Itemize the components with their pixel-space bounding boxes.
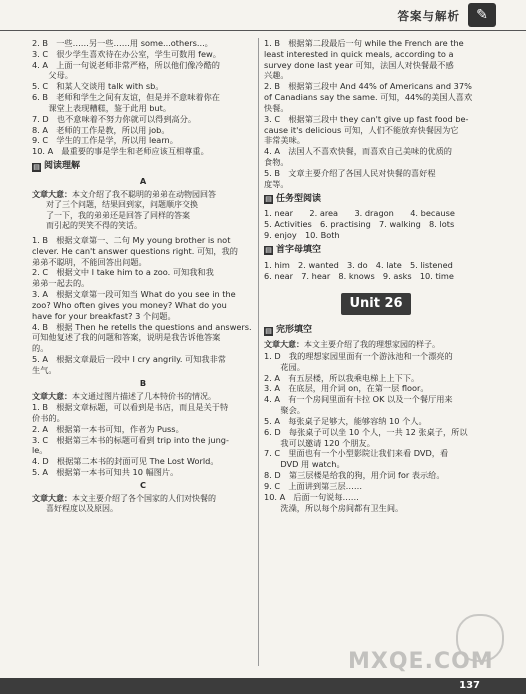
section-heading: [264, 325, 488, 337]
text-line: 10. A 后面一句说每……: [264, 491, 359, 502]
text-line: 3. C 很少学生喜欢待在办公室，学生可数用 few。: [32, 48, 221, 59]
text-line: 度等。: [264, 178, 289, 189]
text-line: 花园。: [264, 361, 305, 372]
section-marker-icon: ▤: [265, 195, 272, 204]
section-title: 完形填空: [276, 325, 313, 336]
text-line: 1. B 根据文章标题，可以看到是书店，而且是关于特: [32, 402, 229, 413]
text-line: zoo? Who often gives you money? What do you: [32, 299, 227, 310]
text-line: 课堂上表现糟糕，鉴于此用 but。: [32, 102, 172, 113]
summary-text: 而引起的哭笑不得的笑话。: [46, 221, 142, 231]
text-line: 4. A 上面一句说老师非常严格，所以他们像冷酷的: [32, 59, 220, 70]
summary-text: 本文介绍了我不聪明的弟弟在动物园回答: [72, 189, 216, 199]
section-title: 阅读理解: [44, 161, 81, 172]
summary-label: 文章大意：: [32, 189, 72, 199]
text-line: 弟弟一起去的。: [32, 278, 90, 289]
summary-line: [32, 200, 254, 211]
text-line: 洗澡，所以每个房间都有卫生间。: [264, 502, 404, 513]
page-header: [0, 0, 526, 31]
text-line: 父母。: [32, 70, 73, 81]
section-marker-icon: ▤: [265, 246, 272, 255]
summary-label: 文章大意：: [264, 340, 304, 350]
text-line: 弟弟不聪明，不能回答出问题。: [32, 256, 147, 267]
text-line: 4. D 根据第二本书的封面可见 The Lost World。: [32, 456, 219, 467]
text-line: 3. C 根据第三本书的标题可看到 trip into the jung-: [32, 434, 229, 445]
text-line: 非常美味。: [264, 135, 305, 146]
text-line: 9. C 学生的工作是学，所以用 learn。: [32, 135, 178, 146]
text-line: 聚会。: [264, 405, 305, 416]
text-line: 3. A 根据文章第一段可知当 What do you see in the: [32, 289, 236, 300]
section-title: 首字母填空: [276, 244, 322, 255]
text-line: cause it's delicious 可知，人们不能放弃快餐因为它: [264, 124, 459, 135]
text-line: 5. B 文章主要介绍了各国人民对快餐的喜好程: [264, 167, 436, 178]
text-line: 9. enjoy 10. Both: [264, 230, 340, 241]
section-marker-icon: ▤: [265, 326, 272, 335]
text-line: 2. A 有五层楼，所以我乘电梯上上下下。: [264, 372, 420, 383]
text-line: 1. D 我的理想家园里面有一个游泳池和一个漂亮的: [264, 350, 453, 361]
text-line: clever. He can't answer questions right. 可知，我的: [32, 245, 238, 256]
section-heading: [32, 161, 254, 173]
text-line: DVD 用 watch。: [264, 459, 345, 470]
page-number: 137: [459, 680, 480, 691]
passage-letter: A: [139, 175, 147, 186]
summary-text: 本文主要介绍了我的理想家园的样子。: [304, 340, 440, 350]
text-line: 的。: [32, 343, 49, 354]
book-logo-icon: ✎: [468, 3, 496, 27]
summary-label: 文章大意：: [32, 493, 72, 503]
text-line: 1. B 根据第二段最后一句 while the French are the: [264, 38, 464, 48]
text-line: have for your breakfast? 3 个问题。: [32, 310, 176, 321]
text-line: of Canadians say the same. 可知，44%的美国人喜欢: [264, 92, 473, 103]
text-line: 1. B 根据文章第一、二句 My young brother is not: [32, 235, 231, 245]
text-line: 5. Activities 6. practising 7. walking 8. lots: [264, 219, 455, 230]
text-line: le。: [32, 445, 48, 456]
text-line: 3. C 根据第三段中 they can't give up fast food be-: [264, 113, 469, 124]
text-line: least interested in quick meals, according to a: [264, 48, 454, 59]
text-line: 可知他复述了我的问题和答案，说明是我告诉他答案: [32, 332, 221, 343]
text-line: 7. D 也不意味着不努力你就可以得到高分。: [32, 113, 197, 124]
text-line: 8. D 第三层楼是给我的狗，用介词 for 表示给。: [264, 470, 445, 481]
text-line: 4. A 有一个房间里面有卡拉 OK 以及一个餐厅用来: [264, 394, 453, 405]
footer-band: [0, 678, 526, 694]
text-line: 价书的。: [32, 412, 65, 423]
text-line: 兴趣。: [264, 70, 289, 81]
text-line: 1. him 2. wanted 3. do 4. late 5. listened: [264, 259, 453, 270]
summary-text: 了一下，我的弟弟还是回答了同样的答案: [46, 210, 190, 220]
summary-line: [32, 392, 254, 403]
summary-line: [264, 340, 488, 351]
unit-title: Unit 26: [341, 293, 411, 315]
summary-text: 喜好程度以及原因。: [46, 504, 118, 514]
text-line: 6. D 每张桌子可以坐 10 个人，一共 12 张桌子，所以: [264, 426, 468, 437]
summary-line: [32, 221, 254, 232]
passage-letter: B: [139, 377, 147, 388]
text-line: 10. A 最重要的事是学生和老师应该互相尊重。: [32, 146, 209, 157]
column-divider: [258, 38, 259, 666]
text-line: 1. near 2. area 3. dragon 4. because: [264, 208, 455, 219]
left-column: [32, 38, 254, 515]
summary-line: [32, 211, 254, 222]
text-line: 5. A 每张桌子足够大，能够容纳 10 个人。: [264, 415, 427, 426]
summary-text: 本文通过图片描述了几本特价书的情况。: [72, 391, 216, 401]
text-line: survey done last year 可知，法国人对快餐最不感: [264, 59, 454, 70]
text-line: 6. B 老师和学生之间有友谊，但是并不意味着你在: [32, 92, 220, 103]
text-line: 食物。: [264, 157, 289, 168]
text-line: 8. A 老师的工作是教，所以用 job。: [32, 124, 170, 135]
text-line: 9. C 上面讲到第三层……: [264, 480, 363, 491]
summary-line: [32, 504, 254, 515]
passage-letter: C: [139, 479, 146, 490]
text-line: 2. B 根据第三段中 And 44% of Americans and 37%: [264, 81, 472, 92]
text-line: 3. A 在底层，用介词 on，在第一层 floor。: [264, 383, 429, 394]
section-heading: [264, 245, 488, 257]
summary-line: [32, 190, 254, 201]
text-line: 2. C 根据文中 I take him to a zoo. 可知我和我: [32, 267, 214, 278]
text-line: 2. B 一些……另一些……用 some...others...。: [32, 38, 213, 48]
text-line: 5. A 根据文章最后一段中 I cry angrily. 可知我非常: [32, 354, 226, 365]
header-title: 答案与解析: [397, 9, 460, 23]
summary-text: 本文主要介绍了各个国家的人们对快餐的: [72, 493, 216, 503]
text-line: 快餐。: [264, 102, 289, 113]
text-line: 7. C 里面也有一个小型影院让我们来看 DVD，看: [264, 448, 449, 459]
text-line: 5. C 和某人交谈用 talk with sb。: [32, 81, 164, 92]
right-column: [264, 38, 488, 513]
text-line: 生气。: [32, 364, 57, 375]
summary-text: 对了三个问题，结果回到家，问题顺序交换: [46, 200, 198, 210]
section-heading: [264, 194, 488, 206]
text-line: 5. A 根据第一本书可知共 10 幅图片。: [32, 467, 179, 478]
text-line: 6. near 7. hear 8. knows 9. asks 10. time: [264, 270, 454, 281]
watermark: [348, 614, 508, 676]
text-line: 4. A 法国人不喜欢快餐，而喜欢自己美味的优质的: [264, 146, 452, 157]
text-line: 4. B 根据 Then he retells the questions and answers.: [32, 321, 252, 332]
section-marker-icon: ▤: [33, 162, 40, 171]
section-title: 任务型阅读: [276, 193, 322, 204]
watermark-text: MXQE.COM: [348, 648, 494, 674]
text-line: 2. A 根据第一本书可知，作者为 Puss。: [32, 423, 184, 434]
summary-label: 文章大意：: [32, 391, 72, 401]
summary-line: [32, 494, 254, 505]
text-line: 我可以邀请 120 个朋友。: [264, 437, 375, 448]
